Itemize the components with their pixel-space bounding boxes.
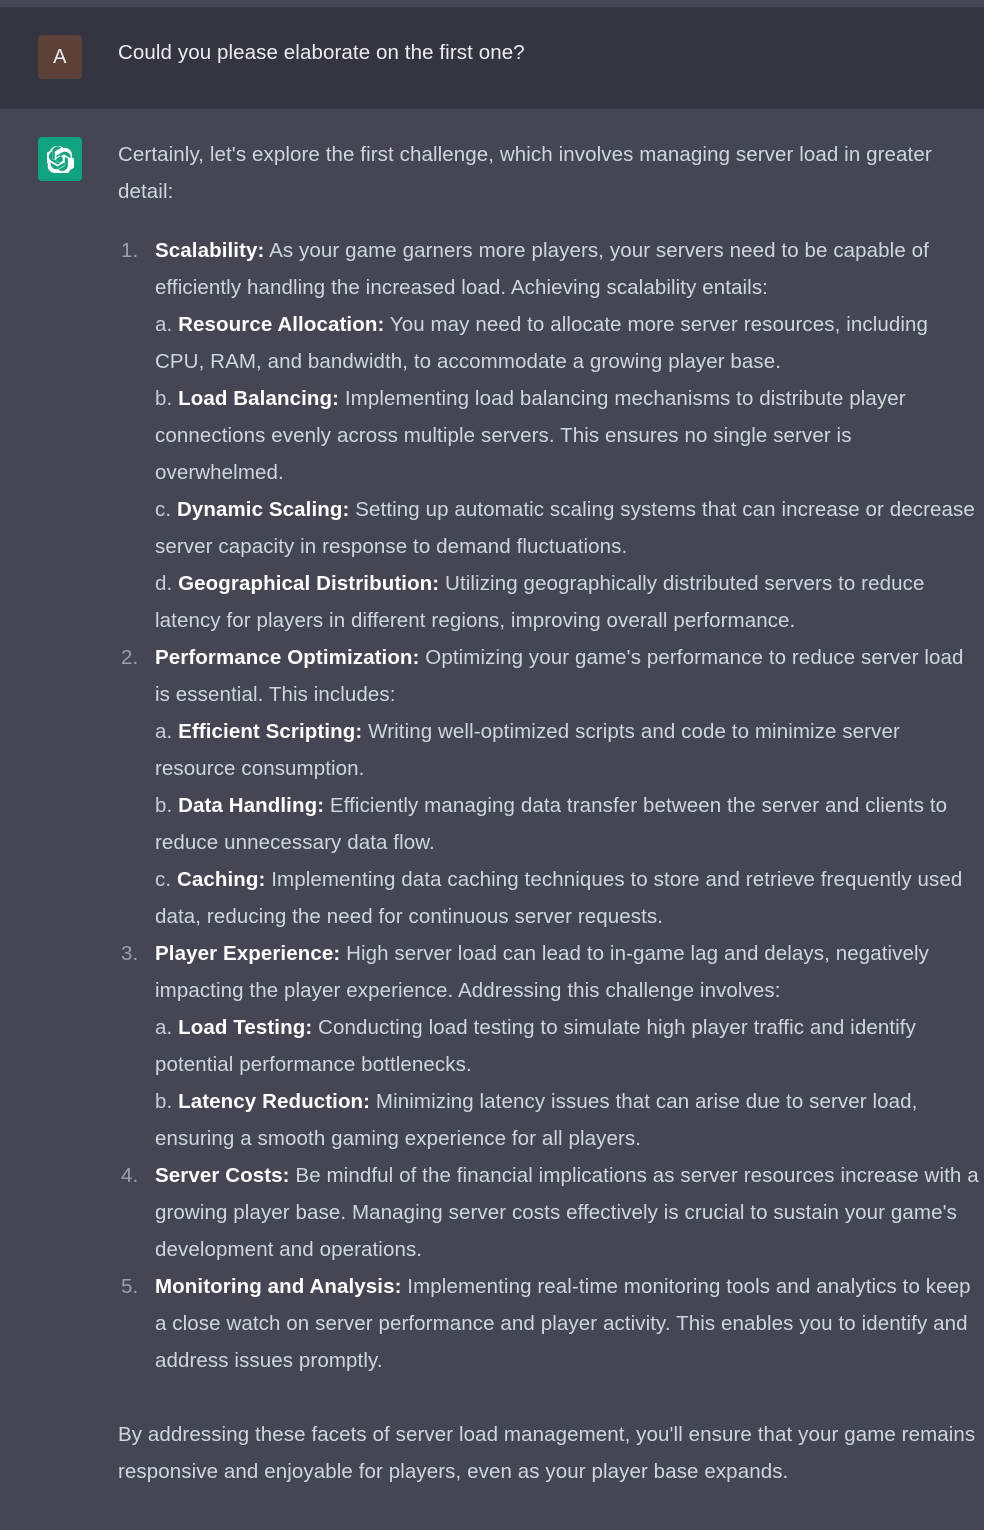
sub-list-marker: a.	[155, 720, 173, 743]
sub-list-item-body: You may need to allocate more server resources, including CPU, RAM, and bandwidth, to accommodate a growing player base.	[155, 313, 929, 373]
sub-list-item-title: Dynamic Scaling:	[176, 498, 350, 521]
sub-list-item-body: Utilizing geographically distributed servers to reduce latency for players in different regions, improving overall performance.	[155, 572, 925, 632]
sub-list-marker: a.	[155, 1016, 173, 1039]
sub-list-item-title: Geographical Distribution:	[178, 572, 440, 595]
user-message-paragraph: Could you please elaborate on the first one?	[118, 41, 525, 64]
assistant-intro-paragraph: Certainly, let's explore the first challenge, which involves managing server load in greater detail:	[118, 143, 932, 203]
list-item-heading	[155, 1275, 971, 1372]
user-message-text	[118, 33, 980, 71]
list-item-heading	[155, 1164, 979, 1261]
openai-logo-icon	[38, 137, 82, 181]
list-item-body: As your game garners more players, your servers need to be capable of efficiently handling the increased load. Achieving scalability entails:	[155, 239, 929, 299]
list-item-heading	[155, 239, 929, 299]
sub-list-marker: c.	[155, 868, 172, 891]
assistant-turn-inner	[0, 135, 984, 1490]
sub-list-item	[155, 1009, 980, 1083]
list-item	[118, 232, 980, 639]
avatar-initial: A	[53, 45, 67, 68]
list-item-title: Monitoring and Analysis:	[155, 1275, 402, 1298]
list-item	[118, 639, 980, 935]
assistant-message-text	[118, 135, 980, 1490]
list-item	[118, 1268, 980, 1379]
sub-list-marker: b.	[155, 794, 173, 817]
assistant-closing-paragraph: By addressing these facets of server load management, you'll ensure that your game remains responsive and enjoyable for players, even as your player base expands.	[118, 1423, 976, 1483]
list-item-title: Performance Optimization:	[155, 646, 420, 669]
sub-list-item-title: Efficient Scripting:	[178, 720, 363, 743]
sub-list-item	[155, 713, 980, 787]
sub-list-marker: b.	[155, 387, 173, 410]
sub-list-item-title: Caching:	[176, 868, 266, 891]
list-item-body: Implementing real-time monitoring tools and analytics to keep a close watch on server performance and player activity. This enables you to identify and address issues promptly.	[155, 1275, 971, 1372]
sub-list-item	[155, 787, 980, 861]
sub-list-item-body: Efficiently managing data transfer between the server and clients to reduce unnecessary data flow.	[155, 794, 948, 854]
list-item-heading	[155, 646, 964, 706]
sub-list-item-body: Setting up automatic scaling systems that can increase or decrease server capacity in response to demand fluctuations.	[155, 498, 975, 558]
avatar	[38, 35, 82, 79]
sub-list-marker: a.	[155, 313, 173, 336]
sub-list-item-title: Resource Allocation:	[178, 313, 385, 336]
list-item-body: Be mindful of the financial implications as server resources increase with a growing player base. Managing server costs effectively is crucial to sustain your game's development and operations.	[155, 1164, 979, 1261]
sub-list-item-title: Load Testing:	[178, 1016, 313, 1039]
list-item	[118, 1157, 980, 1268]
sub-list-item	[155, 380, 980, 491]
sub-list-item-body: Implementing data caching techniques to store and retrieve frequently used data, reducing the need for continuous server requests.	[155, 868, 963, 928]
sub-list-item-title: Latency Reduction:	[178, 1090, 371, 1113]
sub-list-item-title: Load Balancing:	[178, 387, 340, 410]
list-item	[118, 935, 980, 1157]
sub-list-item-body: Implementing load balancing mechanisms to distribute player connections evenly across multiple servers. This ensures no single server is overwhelmed.	[155, 387, 906, 484]
sub-list-item	[155, 1083, 980, 1157]
list-item-title: Server Costs:	[155, 1164, 290, 1187]
challenge-list	[118, 232, 980, 1379]
list-item-title: Scalability:	[155, 239, 265, 262]
sub-list-item	[155, 565, 980, 639]
sub-list-item	[155, 306, 980, 380]
sub-list-item-body: Minimizing latency issues that can arise due to server load, ensuring a smooth gaming experience for all players.	[155, 1090, 918, 1150]
sub-list-item	[155, 491, 980, 565]
list-item-title: Player Experience:	[155, 942, 341, 965]
sub-list-item	[155, 861, 980, 935]
previous-turn-sliver	[0, 0, 984, 7]
user-message-turn	[0, 7, 984, 109]
list-item-body: High server load can lead to in-game lag and delays, negatively impacting the player experience. Addressing this challenge involves:	[155, 942, 929, 1002]
user-turn-inner	[0, 33, 984, 79]
sub-list-marker: b.	[155, 1090, 173, 1113]
list-item-body: Optimizing your game's performance to reduce server load is essential. This includes:	[155, 646, 964, 706]
sub-list-marker: c.	[155, 498, 172, 521]
sub-list-item-body: Conducting load testing to simulate high player traffic and identify potential performance bottlenecks.	[155, 1016, 916, 1076]
list-item-heading	[155, 942, 929, 1002]
assistant-message-turn	[0, 109, 984, 1530]
sub-list-marker: d.	[155, 572, 173, 595]
sub-list-item-body: Writing well-optimized scripts and code to minimize server resource consumption.	[155, 720, 900, 780]
sub-list-item-title: Data Handling:	[178, 794, 325, 817]
